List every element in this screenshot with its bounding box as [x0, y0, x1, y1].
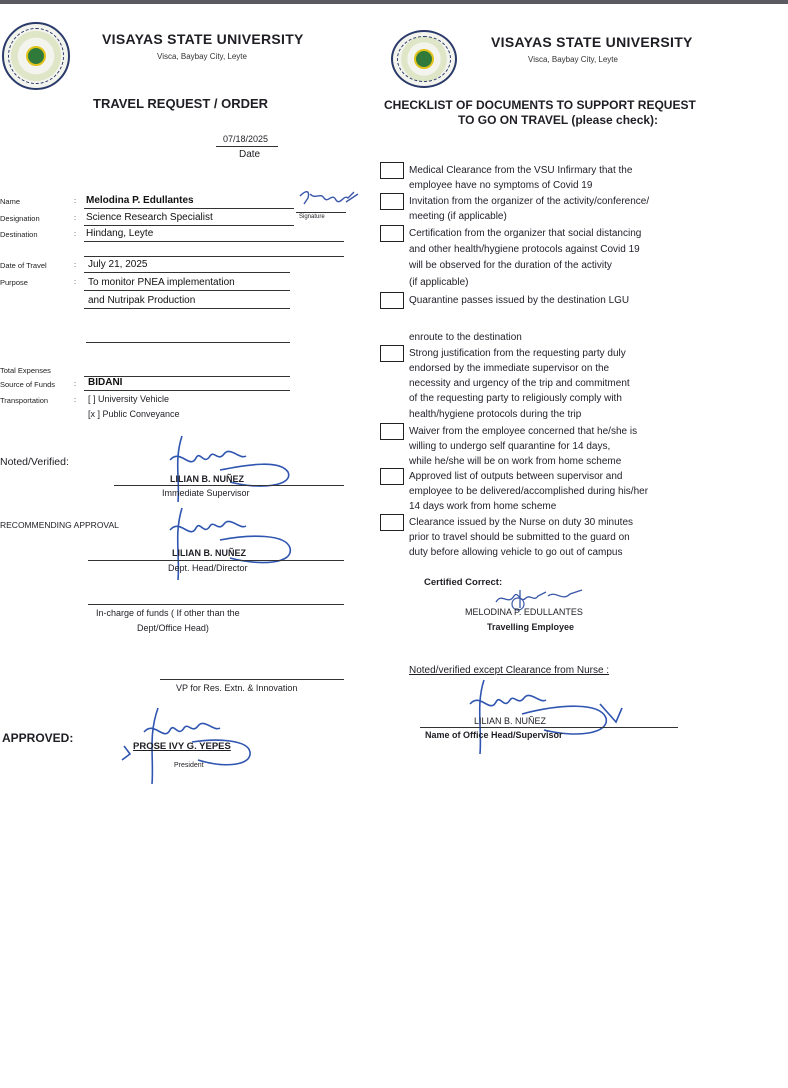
checklist-item-6-line-1: Waiver from the employee concerned that he/she is	[409, 426, 638, 437]
left-university-address: Visca, Baybay City, Leyte	[157, 52, 247, 61]
checklist-item-3-line-3: will be observed for the duration of the activity	[409, 260, 612, 271]
vp-label: VP for Res. Extn. & Innovation	[176, 683, 298, 693]
recommending-signatory-name: LILIAN B. NUÑEZ	[172, 548, 246, 558]
checklist-item-5-line-3: necessity and urgency of the trip and commitment	[409, 378, 630, 389]
checklist-item-8-line-2: prior to travel should be submitted to the guard on	[409, 532, 630, 543]
source-of-funds-value: BIDANI	[88, 377, 123, 388]
approved-label: APPROVED:	[2, 731, 74, 745]
transport-option-university: [ ] University Vehicle	[88, 394, 170, 404]
checklist-item-6-line-2: willing to undergo self quarantine for 14 days,	[409, 441, 611, 452]
checkbox-certification-organizer[interactable]	[380, 225, 404, 242]
top-edge	[0, 0, 788, 4]
checklist-item-5-line-5: health/hygiene protocols during the trip	[409, 409, 582, 420]
checkbox-strong-justification[interactable]	[380, 345, 404, 362]
designation-value: Science Research Specialist	[86, 212, 213, 223]
designation-label: Designation	[0, 214, 40, 223]
noted-except-label: Noted/verified except Clearance from Nurse :	[409, 665, 610, 676]
checkbox-invitation[interactable]	[380, 193, 404, 210]
noted-signatory-name: LILIAN B. NUÑEZ	[170, 474, 244, 484]
date-line	[216, 146, 278, 147]
recommending-approval-label: RECOMMENDING APPROVAL	[0, 520, 119, 530]
employee-role: Travelling Employee	[487, 622, 575, 632]
checkbox-waiver[interactable]	[380, 423, 404, 440]
supervisor-signature-1	[160, 430, 300, 510]
certified-correct-label: Certified Correct:	[424, 577, 503, 588]
total-expenses-label: Total Expenses	[0, 366, 51, 375]
checkbox-approved-outputs[interactable]	[380, 468, 404, 485]
recommending-signatory-role: Dept. Head/Director	[168, 563, 248, 573]
noted-signatory-role: Immediate Supervisor	[162, 488, 250, 498]
checklist-item-5-line-1: Strong justification from the requesting party duly	[409, 348, 626, 359]
employee-name: MELODINA P. EDULLANTES	[465, 607, 583, 617]
form-title: TRAVEL REQUEST / ORDER	[93, 96, 269, 111]
checkbox-medical-clearance[interactable]	[380, 162, 404, 179]
checklist-title-line-1: CHECKLIST OF DOCUMENTS TO SUPPORT REQUEST	[384, 98, 696, 112]
date-of-travel-value: July 21, 2025	[88, 259, 148, 270]
checklist-title-line-2: TO GO ON TRAVEL (please check):	[458, 113, 659, 127]
purpose-label: Purpose	[0, 278, 28, 287]
checkbox-nurse-clearance[interactable]	[380, 514, 404, 531]
transport-option-public: [x ] Public Conveyance	[88, 409, 180, 419]
president-name: PROSE IVY G. YEPES	[133, 741, 231, 752]
name-label: Name	[0, 197, 21, 206]
checklist-item-1-line-1: Medical Clearance from the VSU Infirmary that the	[409, 165, 633, 176]
checklist-item-7-line-2: employee to be delivered/accomplished during his/her	[409, 486, 649, 497]
noted-verified-label: Noted/Verified:	[0, 456, 69, 468]
checklist-item-1-line-2: employee have no symptoms of Covid 19	[409, 180, 593, 191]
head-role: Name of Office Head/Supervisor	[425, 730, 563, 740]
right-university-address: Visca, Baybay City, Leyte	[528, 55, 618, 64]
checklist-item-8-line-1: Clearance issued by the Nurse on duty 30 minutes	[409, 517, 634, 528]
checklist-item-3-line-4: (if applicable)	[409, 277, 469, 288]
date-value: 07/18/2025	[223, 134, 269, 144]
incharge-funds-line-2: Dept/Office Head)	[137, 623, 209, 633]
incharge-funds-line-1: In-charge of funds ( If other than the	[96, 608, 240, 618]
checklist-item-4-line-2: enroute to the destination	[409, 332, 522, 343]
checklist-item-7-line-3: 14 days work from home scheme	[409, 501, 557, 512]
destination-value: Hindang, Leyte	[86, 228, 154, 239]
president-role: President	[174, 762, 204, 769]
checklist-item-3-line-1: Certification from the organizer that social distancing	[409, 228, 642, 239]
source-of-funds-label: Source of Funds	[0, 380, 56, 389]
checklist-item-2-line-2: meeting (if applicable)	[409, 211, 507, 222]
destination-label: Destination	[0, 230, 38, 239]
signature-label: Signature	[299, 214, 325, 220]
purpose-line-2: and Nutripak Production	[88, 295, 196, 306]
checklist-item-2-line-1: Invitation from the organizer of the activity/conference/	[409, 196, 650, 207]
checklist-item-8-line-3: duty before allowing vehicle to go out of campus	[409, 547, 623, 558]
checkbox-quarantine-passes[interactable]	[380, 292, 404, 309]
employee-signature-mark	[296, 188, 362, 214]
date-of-travel-label: Date of Travel	[0, 261, 47, 270]
university-seal-left	[2, 22, 70, 90]
transportation-label: Transportation	[0, 396, 49, 405]
right-university-name: VISAYAS STATE UNIVERSITY	[491, 34, 693, 50]
name-value: Melodina P. Edullantes	[86, 195, 194, 206]
date-label: Date	[239, 149, 261, 160]
checklist-item-3-line-2: and other health/hygiene protocols against Covid 19	[409, 244, 640, 255]
checklist-item-6-line-3: while he/she will be on work from home scheme	[409, 456, 622, 467]
checklist-item-5-line-4: of the requesting party to religiously comply with	[409, 393, 622, 404]
university-seal-right	[391, 30, 457, 88]
checklist-item-5-line-2: endorsed by the immediate supervisor on the	[409, 363, 610, 374]
checklist-item-4-line-1: Quarantine passes issued by the destination LGU	[409, 295, 630, 306]
checklist-item-7-line-1: Approved list of outputs between supervisor and	[409, 471, 623, 482]
left-university-name: VISAYAS STATE UNIVERSITY	[102, 31, 304, 47]
purpose-line-1: To monitor PNEA implementation	[88, 277, 235, 288]
head-name: LILIAN B. NUÑEZ	[474, 716, 547, 726]
